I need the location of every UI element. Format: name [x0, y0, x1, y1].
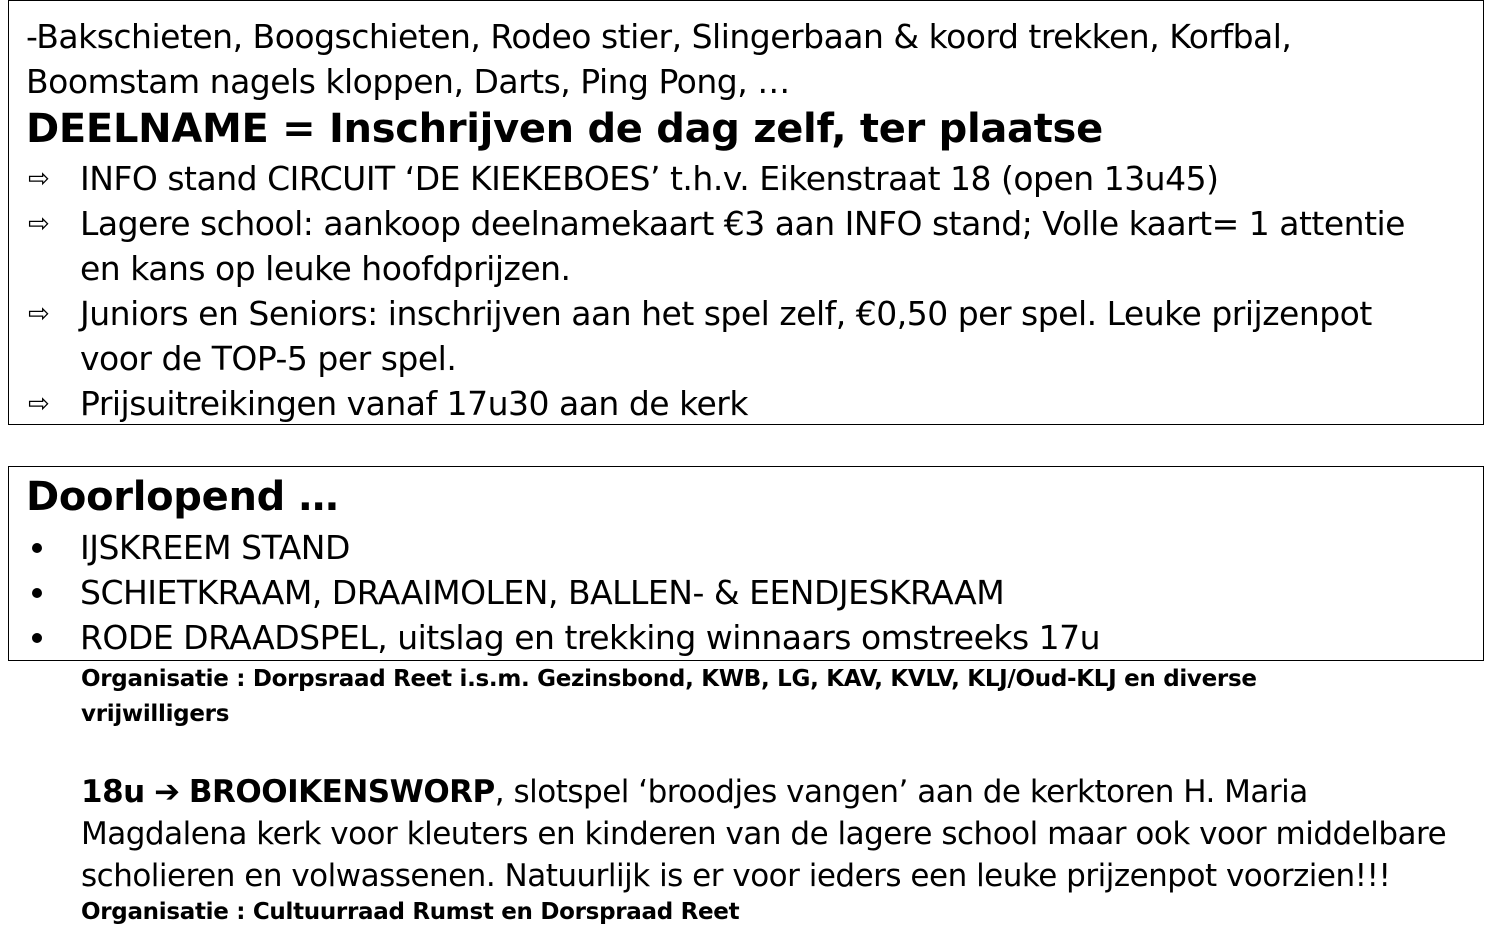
arrow-right-icon: ⇨ — [28, 299, 50, 329]
organisation-line-1: Organisatie : Dorpsraad Reet i.s.m. Gezinsbond, KWB, LG, KAV, KVLV, KLJ/Oud-KLJ en diverse — [81, 666, 1257, 692]
list-item-text: RODE DRAADSPEL, uitslag en trekking winnaars omstreeks 17u — [80, 618, 1101, 657]
list-item-line: Lagere school: aankoop deelnamekaart €3 aan INFO stand; Volle kaart= 1 attentie — [80, 204, 1405, 243]
brooikensworp-line-2: Magdalena kerk voor kleuters en kinderen van de lagere school maar ook voor middelbare — [81, 816, 1447, 852]
organisation-line-2: vrijwilligers — [81, 701, 230, 727]
ongoing-heading: Doorlopend … — [26, 474, 339, 520]
arrow-right-icon: ➔ — [154, 774, 180, 810]
event-time: 18u — [81, 774, 145, 810]
participation-heading: DEELNAME = Inschrijven de dag zelf, ter plaatse — [26, 106, 1103, 152]
list-item-line: en kans op leuke hoofdprijzen. — [80, 249, 571, 288]
list-item-text: SCHIETKRAAM, DRAAIMOLEN, BALLEN- & EENDJESKRAAM — [80, 573, 1005, 612]
bullet-icon — [32, 588, 42, 598]
arrow-right-icon: ⇨ — [28, 164, 50, 194]
brooikensworp-line-3: scholieren en volwassenen. Natuurlijk is er voor ieders een leuke prijzenpot voorzien!!! — [81, 858, 1391, 894]
arrow-right-icon: ⇨ — [28, 209, 50, 239]
organisation-2-line: Organisatie : Cultuurraad Rumst en Dorspraad Reet — [81, 899, 740, 925]
games-line-2: Boomstam nagels kloppen, Darts, Ping Pong, … — [26, 62, 790, 101]
list-item-line: INFO stand CIRCUIT ‘DE KIEKEBOES’ t.h.v. Eikenstraat 18 (open 13u45) — [80, 159, 1219, 198]
list-item-line: Prijsuitreikingen vanaf 17u30 aan de kerk — [80, 384, 748, 423]
bullet-icon — [32, 633, 42, 643]
list-item-text: IJSKREEM STAND — [80, 528, 350, 567]
event-description: , slotspel ‘broodjes vangen’ aan de kerktoren H. Maria — [494, 774, 1308, 810]
arrow-right-icon: ⇨ — [28, 389, 50, 419]
brooikensworp-line-1 — [81, 772, 1308, 812]
list-item-line: Juniors en Seniors: inschrijven aan het spel zelf, €0,50 per spel. Leuke prijzenpot — [80, 294, 1372, 333]
games-line-1: -Bakschieten, Boogschieten, Rodeo stier, Slingerbaan & koord trekken, Korfbal, — [26, 17, 1292, 56]
bullet-icon — [32, 543, 42, 553]
list-item-line: voor de TOP-5 per spel. — [80, 339, 457, 378]
event-title: BROOIKENSWORP — [188, 774, 495, 810]
games-box — [8, 0, 1484, 425]
ongoing-box — [8, 466, 1484, 661]
